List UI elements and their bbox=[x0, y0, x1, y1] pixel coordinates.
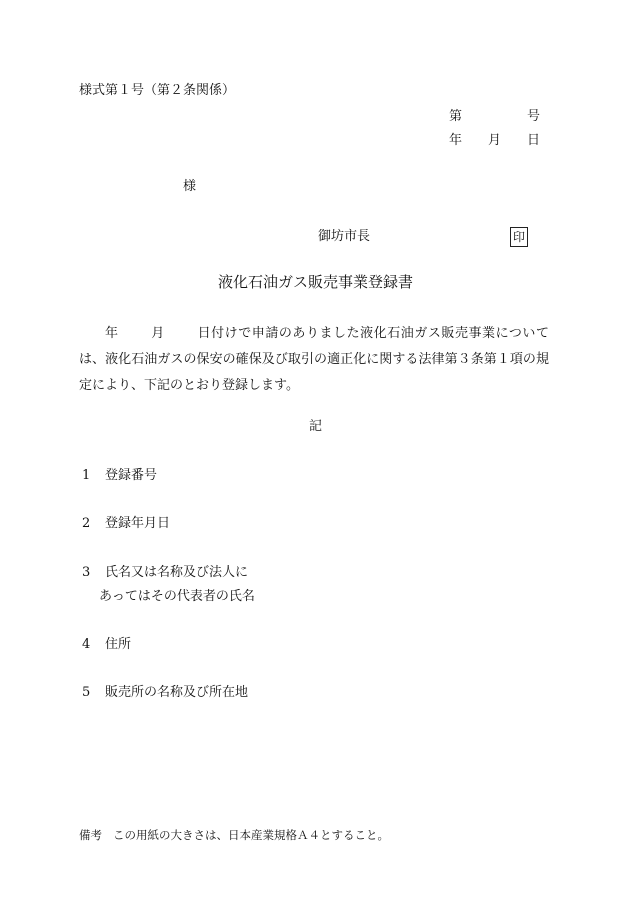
item-label: 販売所の名称及び所在地 bbox=[105, 685, 249, 700]
registration-no-suffix: 号 bbox=[527, 109, 541, 124]
body-paragraph bbox=[79, 321, 549, 399]
issuer-name: 御坊市長 bbox=[318, 229, 371, 244]
date-month: 月 bbox=[488, 133, 502, 148]
item-number: 2 bbox=[82, 516, 91, 531]
date-year: 年 bbox=[449, 133, 463, 148]
body-text: 日付けで申請のありました液化石油ガス販売事業については、液化石油ガスの保安の確保及び取引の適正化に関する法律第３条第１項の規定により、下記のとおり登録します。 bbox=[79, 326, 549, 393]
body-year: 年 bbox=[105, 326, 119, 341]
item-number: 3 bbox=[82, 565, 91, 580]
note-label: 備考 bbox=[79, 828, 102, 842]
registration-no-prefix: 第 bbox=[449, 109, 463, 124]
note-text: この用紙の大きさは、日本産業規格Ａ４とすること。 bbox=[113, 828, 389, 842]
document-title: 液化石油ガス販売事業登録書 bbox=[218, 273, 414, 291]
item-label: 氏名又は名称及び法人に bbox=[105, 565, 249, 580]
ki-heading: 記 bbox=[309, 419, 323, 434]
item-label-line2: あってはその代表者の氏名 bbox=[99, 589, 255, 604]
item-label: 登録年月日 bbox=[105, 516, 171, 531]
date-day: 日 bbox=[527, 133, 541, 148]
seal-mark: 印 bbox=[510, 227, 528, 247]
form-number: 様式第１号（第２条関係） bbox=[79, 83, 236, 98]
body-month: 月 bbox=[151, 326, 165, 341]
item-number: 1 bbox=[82, 468, 91, 483]
addressee-suffix: 様 bbox=[183, 179, 197, 194]
item-number: 4 bbox=[82, 637, 91, 652]
item-number: 5 bbox=[82, 685, 91, 700]
item-label: 住所 bbox=[105, 637, 132, 652]
item-label: 登録番号 bbox=[105, 468, 158, 483]
